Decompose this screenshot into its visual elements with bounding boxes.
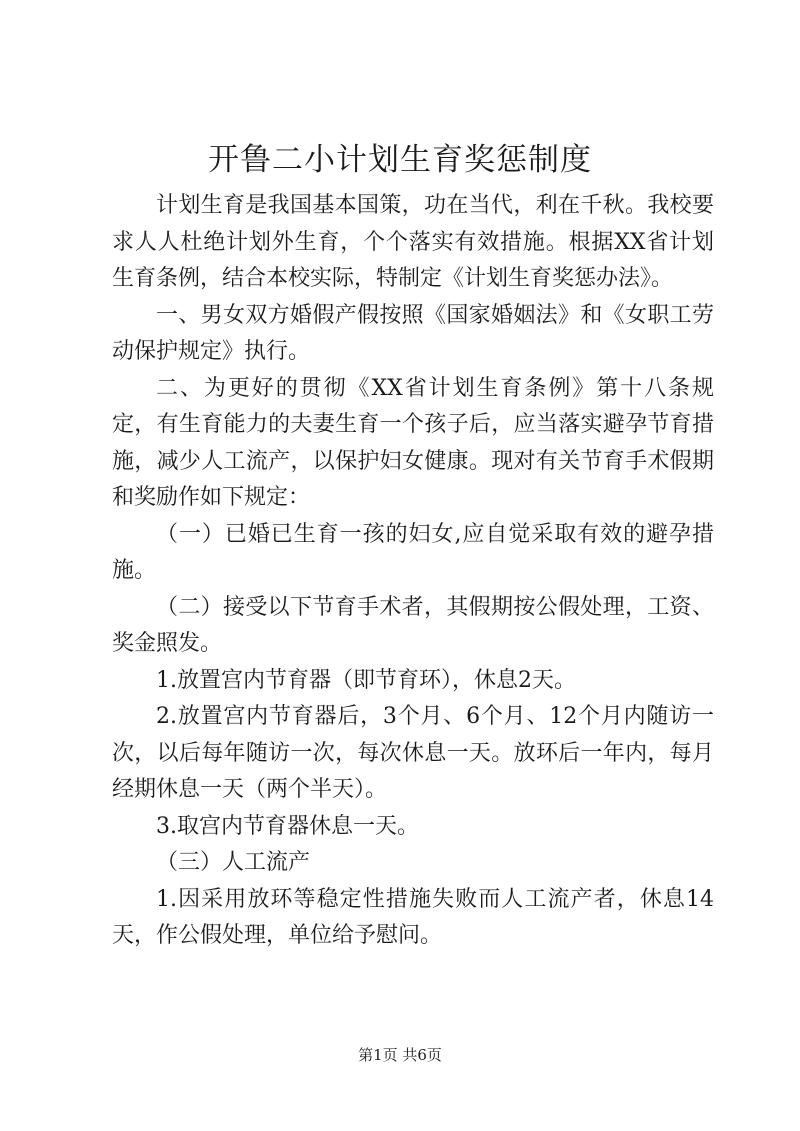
paragraph-intro: 计划生育是我国基本国策，功在当代，利在千秋。我校要求人人杜绝计划外生育，个个落实有效措施。根据XX省计划生育条例，结合本校实际，特制定《计划生育奖惩办法》。 <box>112 193 714 291</box>
page-number-footer: 第1页 共6页 <box>358 1046 442 1064</box>
paragraph-item-1: 1.放置宫内节育器（即节育环），休息2天。 <box>156 667 576 693</box>
paragraph-subsection-2: （二）接受以下节育手术者，其假期按公假处理，工资、奖金照发。 <box>112 594 714 656</box>
paragraph-item-abortion-1: 1.因采用放环等稳定性措施失败而人工流产者，休息14天，作公假处理，单位给予慰问。 <box>112 886 714 948</box>
document-body <box>112 188 714 955</box>
paragraph-section-2: 二、为更好的贯彻《XX省计划生育条例》第十八条规定，有生育能力的夫妻生育一个孩子后，应当落实避孕节育措施，减少人工流产，以保护妇女健康。现对有关节育手术假期和奖励作如下规定： <box>112 375 714 510</box>
paragraph-item-3: 3.取宫内节育器休息一天。 <box>156 813 419 839</box>
paragraph-subsection-3: （三）人工流产 <box>156 850 311 875</box>
paragraph-section-1: 一、男女双方婚假产假按照《国家婚姻法》和《女职工劳动保护规定》执行。 <box>112 302 714 364</box>
paragraph-subsection-1: （一）已婚已生育一孩的妇女,应自觉采取有效的避孕措施。 <box>112 521 714 583</box>
document-title: 开鲁二小计划生育奖惩制度 <box>208 142 592 178</box>
paragraph-item-2: 2.放置宫内节育器后，3个月、6个月、12个月内随访一次，以后每年随访一次，每次休息一天。放环后一年内，每月经期休息一天（两个半天）。 <box>112 704 714 802</box>
